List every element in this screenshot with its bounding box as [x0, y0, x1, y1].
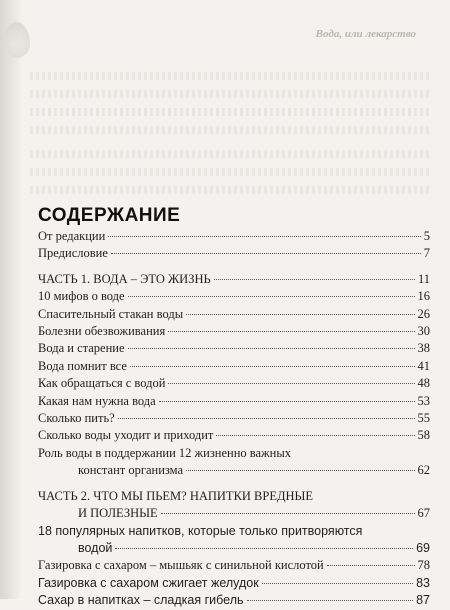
toc-entry-title: Сколько воды уходит и приходит — [38, 428, 214, 443]
toc-entry-title: Сколько пить? — [38, 411, 115, 426]
dot-leader — [247, 600, 414, 601]
toc-entry-page: 58 — [417, 428, 430, 443]
toc-entry-page: 67 — [417, 506, 430, 521]
toc-entry-title: Предисловие — [38, 246, 108, 261]
toc-entry-title-continuation: констант организма — [78, 463, 184, 478]
toc-entry[interactable] — [38, 306, 430, 323]
dot-leader — [161, 513, 415, 514]
toc-entry-page: 53 — [417, 393, 430, 408]
toc-entry[interactable] — [38, 410, 430, 427]
toc-entry-page: 5 — [423, 229, 430, 243]
toc-entry-page: 62 — [417, 463, 430, 478]
toc-part-heading[interactable] — [38, 271, 430, 288]
toc-entry-page: 55 — [417, 411, 430, 426]
toc-heading: СОДЕРЖАНИЕ — [38, 205, 181, 226]
toc-entry-page: 38 — [417, 341, 430, 356]
toc-entry-page: 69 — [416, 540, 430, 555]
dot-leader — [115, 548, 413, 549]
toc-entry[interactable] — [38, 427, 430, 444]
dot-leader — [168, 383, 414, 384]
toc-entry-page: 30 — [417, 324, 430, 339]
toc-entry-title: Газировка с сахаром – мышьяк с синильной кислотой — [38, 558, 324, 573]
toc-entry-title: Спасительный стакан воды — [38, 306, 184, 321]
toc-part-title[interactable]: ЧАСТЬ 2. ЧТО МЫ ПЬЕМ? НАПИТКИ ВРЕДНЫЕ — [38, 488, 314, 503]
dot-leader — [128, 348, 415, 349]
dot-leader — [186, 314, 414, 315]
dot-leader — [159, 401, 415, 402]
running-head: Вода, или лекарство — [315, 28, 416, 40]
toc-entry-title: От редакции — [38, 229, 106, 243]
dot-leader — [186, 470, 414, 471]
bleed-through-text — [30, 186, 430, 194]
toc-entry[interactable] — [38, 393, 430, 410]
toc-entry-page: 7 — [423, 246, 430, 261]
toc-entry-title: Газировка с сахаром сжигает желудок — [38, 575, 259, 590]
toc-entry-page: 41 — [417, 358, 430, 373]
toc-entry[interactable] — [38, 540, 430, 557]
bleed-through-text — [30, 168, 430, 176]
dot-leader — [327, 565, 415, 566]
toc-entry-title: Болезни обезвоживания — [38, 324, 166, 339]
toc-entry[interactable] — [38, 228, 430, 245]
page-gutter-shadow — [0, 0, 22, 599]
toc-entry-page: 11 — [417, 271, 430, 286]
toc-entry-title: Вода помнит все — [38, 358, 127, 373]
toc-part-heading[interactable] — [38, 505, 430, 522]
toc-entry[interactable] — [38, 375, 430, 392]
toc-entry-title[interactable]: 18 популярных напитков, которые только притворяются — [38, 523, 363, 538]
toc-entry[interactable] — [38, 592, 430, 609]
dot-leader — [262, 583, 413, 584]
table-of-contents — [38, 228, 430, 610]
dot-leader — [216, 435, 414, 436]
water-drop-icon — [4, 22, 30, 58]
toc-entry-page: 78 — [417, 558, 430, 573]
toc-entry-page: 48 — [417, 376, 430, 391]
toc-entry[interactable] — [38, 323, 430, 340]
toc-entry-title: 10 мифов о воде — [38, 289, 125, 304]
toc-entry-page: 87 — [416, 593, 430, 608]
toc-entry-title: Сахар в напитках – сладкая гибель — [38, 593, 244, 608]
toc-entry-page: 16 — [417, 289, 430, 304]
toc-entry-title[interactable]: Роль воды в поддержании 12 жизненно важных — [38, 445, 292, 460]
toc-entry-page: 26 — [417, 306, 430, 321]
toc-entry[interactable] — [38, 358, 430, 375]
bleed-through-text — [30, 150, 430, 158]
dot-leader — [108, 236, 420, 237]
bleed-through-text — [30, 108, 430, 116]
toc-entry-title: Какая нам нужна вода — [38, 393, 156, 408]
dot-leader — [118, 418, 415, 419]
toc-entry-title: Вода и старение — [38, 341, 125, 356]
toc-entry[interactable] — [38, 245, 430, 262]
toc-entry[interactable] — [38, 288, 430, 305]
toc-entry-title-continuation: водой — [78, 540, 113, 555]
bleed-through-text — [30, 126, 430, 134]
toc-entry[interactable] — [38, 575, 430, 592]
toc-part-title-continuation: И ПОЛЕЗНЫЕ — [78, 506, 158, 521]
toc-entry-title: Как обращаться с водой — [38, 376, 166, 391]
toc-entry[interactable] — [38, 340, 430, 357]
bleed-through-text — [30, 72, 430, 80]
toc-entry[interactable] — [38, 462, 430, 479]
toc-entry-page: 83 — [416, 575, 430, 590]
dot-leader — [128, 296, 415, 297]
bleed-through-text — [30, 90, 430, 98]
toc-entry[interactable] — [38, 557, 430, 574]
dot-leader — [168, 331, 414, 332]
toc-part-title: ЧАСТЬ 1. ВОДА – ЭТО ЖИЗНЬ — [38, 271, 211, 286]
dot-leader — [111, 253, 421, 254]
dot-leader — [130, 366, 415, 367]
dot-leader — [214, 279, 415, 280]
